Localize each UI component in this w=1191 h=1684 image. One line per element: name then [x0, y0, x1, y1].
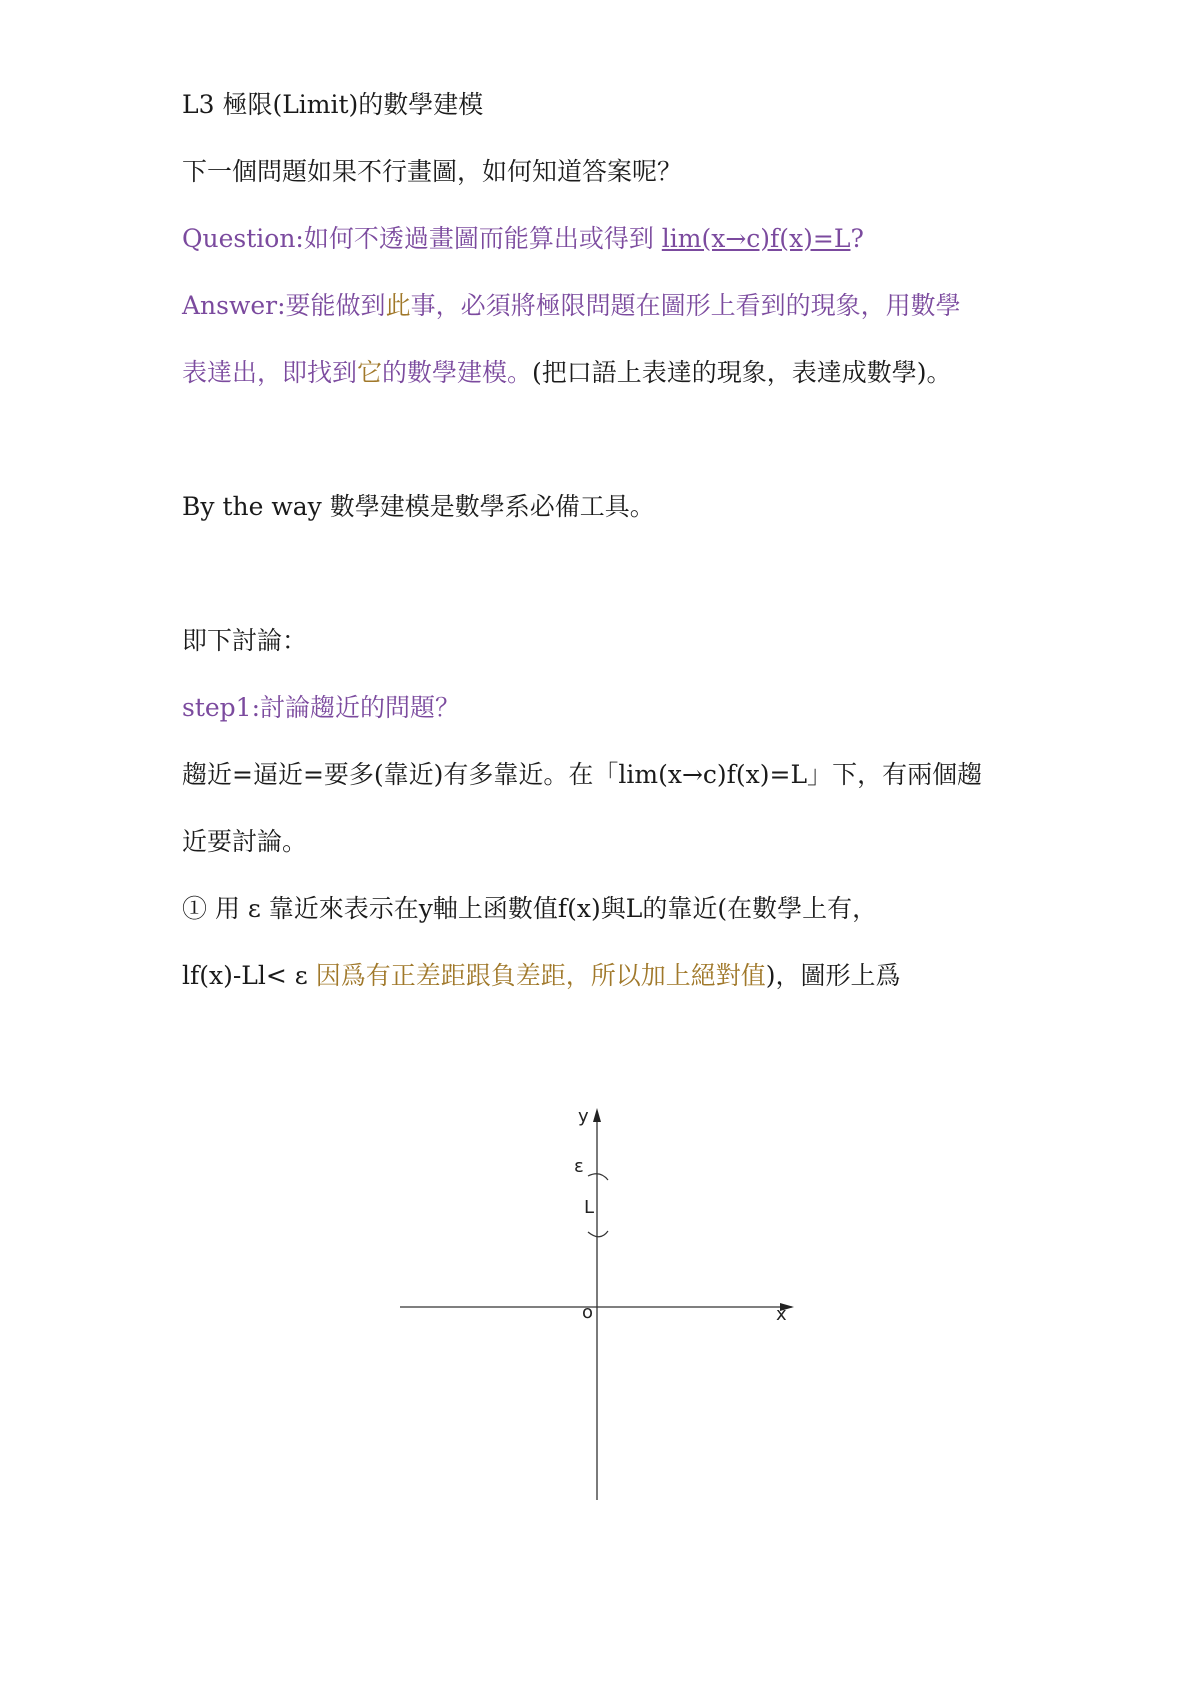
question-intro: 下一個問題如果不行畫圖，如何知道答案呢？ [182, 157, 683, 186]
answer-line1-a: Answer:要能做到 [182, 291, 386, 320]
question-formula: lim(x→c)f(x)=L [661, 224, 851, 253]
epsilon-lower-bracket [588, 1231, 608, 1237]
y-axis-arrow-icon [593, 1108, 601, 1122]
L-label: L [584, 1197, 595, 1218]
approach-line-1: 趨近=逼近=要多(靠近)有多靠近。在「lim(x→c)f(x)=L」下，有兩個趨 [182, 760, 983, 789]
step1-heading: step1:討論趨近的問題？ [182, 693, 461, 722]
question-prefix: Question:如何不透過畫圖而能算出或得到 [182, 224, 662, 253]
answer-line1-b: 此 [385, 291, 411, 320]
answer-line1-c: 事，必須將極限問題在圖形上看到的現象，用數學 [410, 291, 961, 320]
by-the-way: By the way 數學建模是數學系必備工具。 [182, 492, 655, 521]
answer-line2-a: 表達出，即找到 [182, 358, 358, 387]
answer-line2-c: 的數學建模。 [382, 358, 533, 387]
origin-label: o [582, 1302, 594, 1323]
answer-line2-d: (把口語上表達的現象，表達成數學)。 [532, 358, 952, 387]
discussion-intro: 即下討論： [182, 626, 308, 655]
epsilon-upper-bracket [588, 1174, 608, 1180]
point1-line-1: ① 用 ε 靠近來表示在y軸上函數值f(x)與L的靠近(在數學上有， [182, 894, 878, 923]
doc-title: L3 極限(Limit)的數學建模 [182, 90, 484, 119]
question-suffix: ? [850, 224, 864, 253]
approach-line-2: 近要討論。 [182, 827, 308, 856]
point1-line2-b: 因爲有正差距跟負差距，所以加上絕對值 [315, 961, 766, 990]
answer-line2-b: 它 [357, 358, 383, 387]
epsilon-label: ε [574, 1156, 584, 1177]
y-axis-label: y [578, 1106, 589, 1127]
x-axis-label: x [776, 1304, 787, 1325]
point1-line2-c: )，圖形上爲 [765, 961, 901, 990]
point1-line2-a: lf(x)-Ll< ε [182, 961, 316, 990]
